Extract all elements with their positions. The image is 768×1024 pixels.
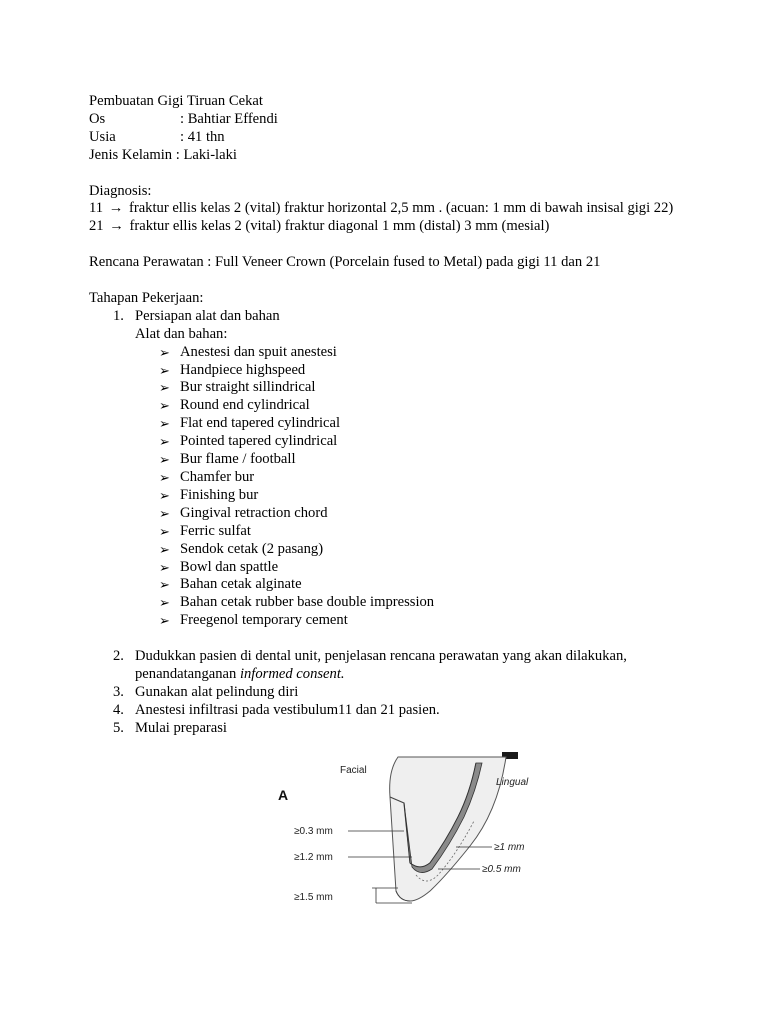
- tool-label: Gingival retraction chord: [180, 504, 328, 521]
- arrowhead-bullet-icon: ➢: [159, 416, 170, 432]
- tooth-preparation-figure: [270, 751, 529, 913]
- tool-label: Finishing bur: [180, 486, 259, 503]
- steps-list: [89, 308, 679, 630]
- tool-list-item: [135, 523, 679, 541]
- tool-list-item: [135, 344, 679, 362]
- step-text-italic: informed consent.: [239, 665, 345, 682]
- patient-row-jenis-kelamin: [89, 147, 679, 165]
- doc-title: Pembuatan Gigi Tiruan Cekat: [89, 93, 263, 109]
- step-number: 3.: [113, 683, 124, 700]
- tool-list-item: [135, 612, 679, 630]
- arrowhead-bullet-icon: ➢: [159, 344, 170, 360]
- step-text: Gunakan alat pelindung diri: [135, 683, 299, 700]
- step-item: [89, 720, 679, 738]
- step-text-plain: penandatanganan: [135, 665, 240, 682]
- document-body: [89, 93, 679, 738]
- patient-key: Jenis Kelamin: [89, 146, 173, 163]
- tool-list-item: [135, 559, 679, 577]
- patient-row-usia: [89, 129, 679, 147]
- lingual-label: Lingual: [496, 777, 529, 788]
- arrowhead-bullet-icon: ➢: [159, 505, 170, 521]
- step-item: [89, 308, 679, 630]
- right-arrow-icon: →: [108, 200, 124, 217]
- treatment-plan: Rencana Perawatan : Full Veneer Crown (Porcelain fused to Metal) pada gigi 11 dan 21: [89, 254, 601, 271]
- tool-label: Bur straight sillindrical: [180, 379, 316, 396]
- step-item: [89, 702, 679, 720]
- tool-label: Ferric sulfat: [180, 522, 251, 539]
- measure-label: ≥1.5 mm: [294, 892, 333, 903]
- arrowhead-bullet-icon: ➢: [159, 595, 170, 611]
- tooth-diagram: [270, 751, 529, 913]
- tool-label: Flat end tapered cylindrical: [180, 415, 341, 432]
- step-text-continued: [135, 666, 679, 684]
- measure-label: ≥0.3 mm: [294, 826, 333, 837]
- arrowhead-bullet-icon: ➢: [159, 613, 170, 629]
- patient-value: : Laki-laki: [175, 146, 237, 163]
- tool-label: Freegenol temporary cement: [180, 612, 348, 629]
- tool-list-item: [135, 505, 679, 523]
- step-text: Persiapan alat dan bahan: [135, 307, 280, 324]
- tool-label: Bahan cetak rubber base double impression: [180, 594, 435, 611]
- arrowhead-bullet-icon: ➢: [159, 362, 170, 378]
- tool-label: Handpiece highspeed: [180, 361, 306, 378]
- patient-key: Os: [89, 110, 106, 127]
- tool-list-item: [135, 397, 679, 415]
- diagnosis-item: [89, 218, 679, 236]
- patient-row-os: [89, 111, 679, 129]
- sub-heading: Alat dan bahan:: [135, 325, 228, 342]
- step-number: 2.: [113, 648, 124, 665]
- diagnosis-heading: Diagnosis:: [89, 182, 152, 199]
- arrowhead-bullet-icon: ➢: [159, 541, 170, 557]
- tool-label: Round end cylindrical: [180, 397, 310, 414]
- right-arrow-icon: →: [109, 218, 124, 235]
- arrowhead-bullet-icon: ➢: [159, 577, 170, 593]
- steps-list-continued: [89, 648, 679, 738]
- facial-label: Facial: [340, 765, 367, 776]
- step-item: [89, 648, 679, 684]
- patient-key: Usia: [89, 128, 116, 145]
- tool-list-item: [135, 487, 679, 505]
- tool-label: Chamfer bur: [180, 468, 255, 485]
- diagnosis-text: fraktur ellis kelas 2 (vital) fraktur diagonal 1 mm (distal) 3 mm (mesial): [129, 218, 550, 235]
- tool-list-item: [135, 433, 679, 451]
- tool-list-item: [135, 451, 679, 469]
- arrowhead-bullet-icon: ➢: [159, 452, 170, 468]
- diagnosis-item: [89, 200, 679, 218]
- tool-list-item: [135, 415, 679, 433]
- tool-label: Pointed tapered cylindrical: [180, 433, 338, 450]
- measure-label: ≥1 mm: [494, 842, 525, 853]
- figure-panel-label: A: [278, 787, 289, 803]
- arrowhead-bullet-icon: ➢: [159, 398, 170, 414]
- step-number: 4.: [113, 701, 124, 718]
- tools-list: [135, 344, 679, 631]
- tool-label: Anestesi dan spuit anestesi: [180, 343, 337, 360]
- measure-label: ≥1.2 mm: [294, 852, 333, 863]
- tool-list-item: [135, 469, 679, 487]
- patient-value: : Bahtiar Effendi: [180, 110, 278, 127]
- arrowhead-bullet-icon: ➢: [159, 523, 170, 539]
- arrowhead-bullet-icon: ➢: [159, 487, 170, 503]
- tool-list-item: [135, 576, 679, 594]
- step-number: 5.: [113, 719, 124, 736]
- measure-label: ≥0.5 mm: [482, 864, 521, 875]
- tool-list-item: [135, 379, 679, 397]
- arrowhead-bullet-icon: ➢: [159, 434, 170, 450]
- tooth-number: 11: [89, 200, 104, 217]
- tool-label: Sendok cetak (2 pasang): [180, 540, 324, 557]
- arrowhead-bullet-icon: ➢: [159, 559, 170, 575]
- tool-list-item: [135, 362, 679, 380]
- step-text: Dudukkan pasien di dental unit, penjelasan rencana perawatan yang akan dilakukan,: [135, 648, 627, 665]
- tooth-number: 21: [89, 218, 104, 235]
- diagnosis-text: fraktur ellis kelas 2 (vital) fraktur horizontal 2,5 mm . (acuan: 1 mm di bawah insisal gigi 22): [128, 200, 674, 217]
- tool-list-item: [135, 541, 679, 559]
- step-text: Mulai preparasi: [135, 719, 227, 736]
- tool-list-item: [135, 594, 679, 612]
- step-text: Anestesi infiltrasi pada vestibulum11 dan 21 pasien.: [135, 701, 440, 718]
- step-item: [89, 684, 679, 702]
- tool-label: Bowl dan spattle: [180, 558, 279, 575]
- steps-heading: Tahapan Pekerjaan:: [89, 289, 204, 306]
- step-number: 1.: [113, 307, 124, 324]
- arrowhead-bullet-icon: ➢: [159, 469, 170, 485]
- tool-label: Bur flame / football: [180, 451, 296, 468]
- patient-value: : 41 thn: [180, 128, 225, 145]
- arrowhead-bullet-icon: ➢: [159, 380, 170, 396]
- tool-label: Bahan cetak alginate: [180, 576, 302, 593]
